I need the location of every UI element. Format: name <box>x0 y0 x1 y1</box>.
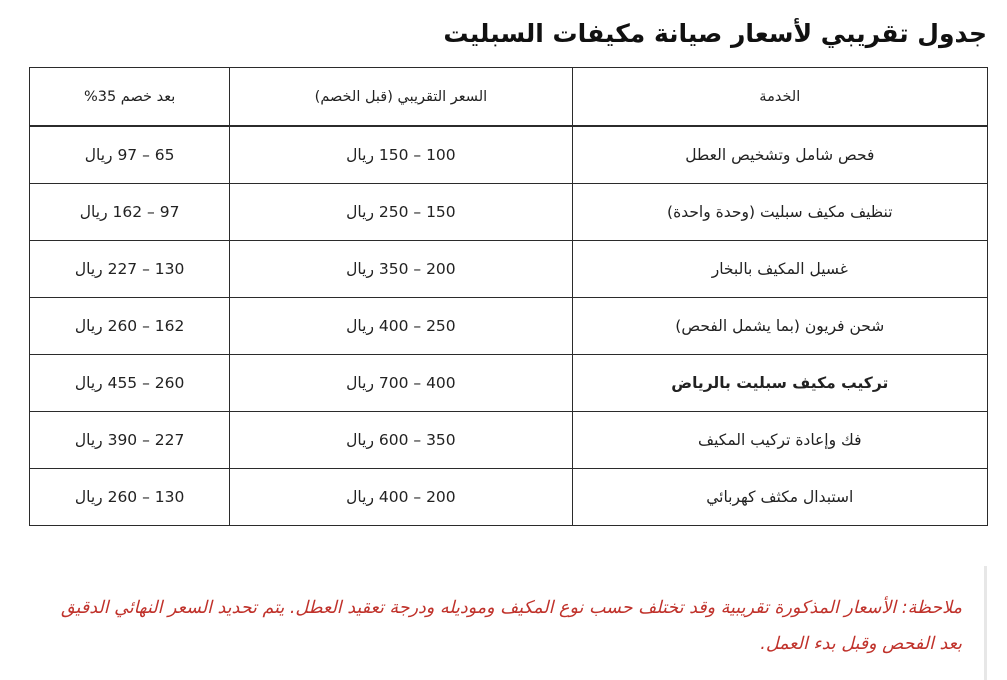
note-text: ملاحظة: الأسعار المذكورة تقريبية وقد تختلف حسب نوع المكيف وموديله ودرجة تعقيد العطل. يتم تحديد السعر النهائي الدقيق بعد الفحص وقبل بدء العمل. <box>60 598 962 654</box>
header-service: الخدمة <box>572 68 987 127</box>
service-cell: غسيل المكيف بالبخار <box>572 241 987 298</box>
header-discount: بعد خصم 35% <box>30 68 230 127</box>
service-cell: فك وإعادة تركيب المكيف <box>572 412 987 469</box>
price-cell: 400 – 700 ريال <box>230 355 572 412</box>
price-cell: 250 – 400 ريال <box>230 298 572 355</box>
table-row <box>30 184 988 241</box>
header-row <box>30 68 988 127</box>
discount-cell: 130 – 260 ريال <box>30 469 230 526</box>
discount-cell: 162 – 260 ريال <box>30 298 230 355</box>
price-cell: 150 – 250 ريال <box>230 184 572 241</box>
table-header <box>30 68 988 127</box>
discount-cell: 65 – 97 ريال <box>30 126 230 184</box>
service-cell: استبدال مكثف كهربائي <box>572 469 987 526</box>
service-cell: شحن فريون (بما يشمل الفحص) <box>572 298 987 355</box>
price-table <box>29 67 988 526</box>
table-row <box>30 241 988 298</box>
discount-cell: 260 – 455 ريال <box>30 355 230 412</box>
price-cell: 200 – 350 ريال <box>230 241 572 298</box>
table-row <box>30 469 988 526</box>
price-cell: 350 – 600 ريال <box>230 412 572 469</box>
discount-cell: 97 – 162 ريال <box>30 184 230 241</box>
service-cell: تنظيف مكيف سبليت (وحدة واحدة) <box>572 184 987 241</box>
table-body <box>30 126 988 526</box>
table-row <box>30 412 988 469</box>
header-price: السعر التقريبي (قبل الخصم) <box>230 68 572 127</box>
table-row <box>30 355 988 412</box>
note-block <box>27 566 987 680</box>
discount-cell: 130 – 227 ريال <box>30 241 230 298</box>
service-cell: فحص شامل وتشخيص العطل <box>572 126 987 184</box>
discount-cell: 227 – 390 ريال <box>30 412 230 469</box>
price-cell: 200 – 400 ريال <box>230 469 572 526</box>
table-row <box>30 126 988 184</box>
service-cell-bold: تركيب مكيف سبليت بالرياض <box>572 355 987 412</box>
page-title: جدول تقريبي لأسعار صيانة مكيفات السبليت <box>443 19 987 48</box>
table-row <box>30 298 988 355</box>
price-cell: 100 – 150 ريال <box>230 126 572 184</box>
